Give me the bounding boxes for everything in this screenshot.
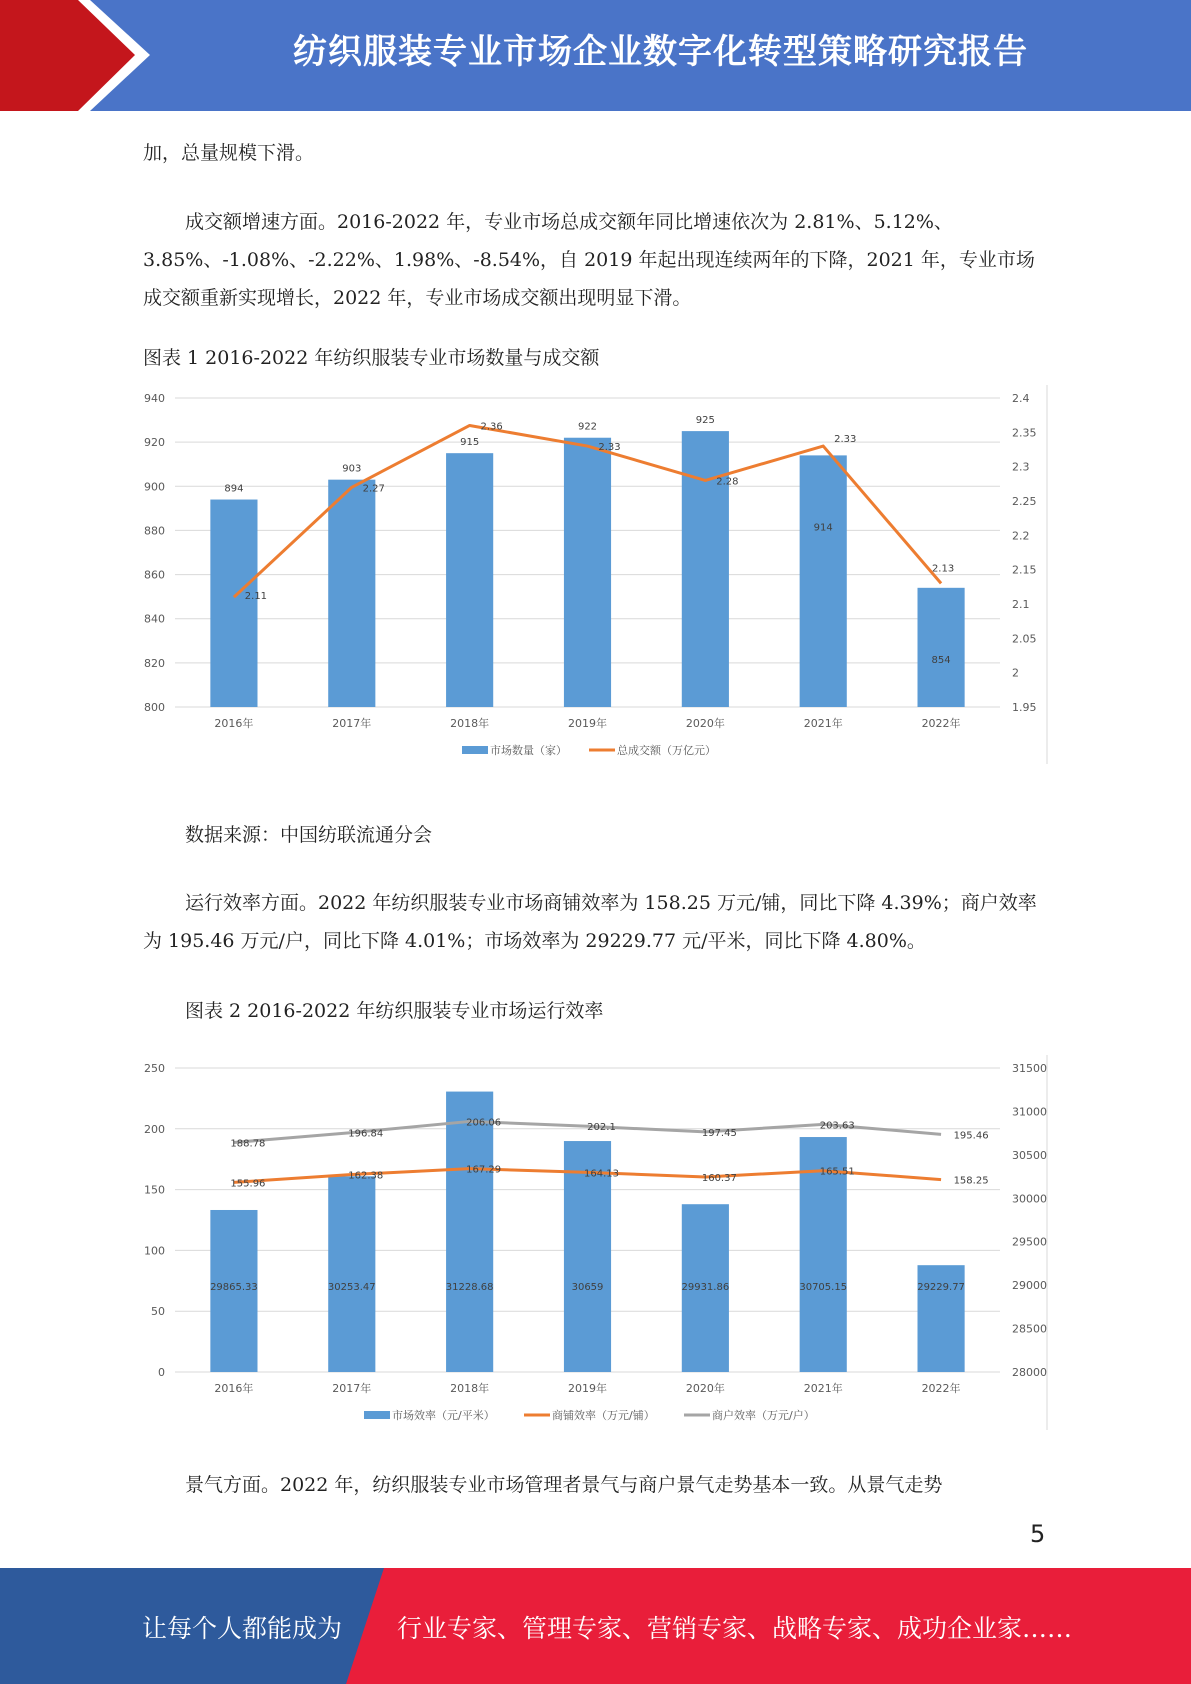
line-data-label: 2.28: [716, 476, 739, 488]
y-left-tick-label: 150: [144, 1183, 165, 1197]
bar: [328, 480, 375, 707]
x-tick-label: 2019年: [568, 1382, 607, 1395]
x-tick-label: 2019年: [568, 717, 607, 730]
chart-market-count-and-turnover: [130, 380, 1050, 764]
line-data-label: 160.37: [701, 1172, 737, 1184]
y-left-tick-label: 860: [144, 568, 165, 582]
bar-data-label: 854: [931, 654, 951, 666]
y-right-tick-label: 30000: [1012, 1192, 1047, 1206]
page-header: [0, 0, 1191, 111]
line-data-label: 2.27: [362, 483, 385, 495]
line-data-label: 206.06: [466, 1117, 502, 1129]
line-data-label: 195.46: [953, 1130, 989, 1142]
footer-slogan-left: 让每个人都能成为: [142, 1614, 343, 1643]
line-data-label: 202.1: [587, 1122, 616, 1134]
line-data-label: 2.11: [244, 591, 268, 603]
line-data-label: 162.38: [348, 1170, 384, 1182]
x-tick-label: 2020年: [685, 717, 725, 730]
line-data-label: 2.36: [480, 421, 503, 433]
x-tick-label: 2020年: [685, 1382, 725, 1395]
bar-data-label: 29229.77: [917, 1282, 965, 1293]
y-left-tick-label: 0: [158, 1366, 165, 1379]
y-right-tick-label: 29000: [1012, 1279, 1047, 1293]
paragraph-transaction-growth: 成交额增速方面。2016-2022 年，专业市场总成交额年同比增速依次为 2.81%、5.12%、3.85%、-1.08%、-2.22%、1.98%、-8.54%，自 2019 年起出现连续两年的下降，2021 年，专业市场成交额重新实现增长，2022 年，专业市场成交额出现明显下滑。: [143, 211, 1035, 309]
bar: [682, 431, 729, 707]
bar-data-label: 30253.47: [327, 1282, 376, 1293]
y-right-tick-label: 2.1: [1012, 598, 1030, 611]
data-source-note: 数据来源：中国纺联流通分会: [185, 824, 433, 846]
line-data-label: 165.51: [819, 1166, 855, 1178]
chart-operating-efficiency: [130, 1050, 1050, 1430]
bar-data-label: 894: [224, 483, 244, 495]
y-right-tick-label: 2.35: [1012, 426, 1037, 440]
x-tick-label: 2016年: [214, 717, 254, 730]
figure-caption-1: 图表 1 2016-2022 年纺织服装专业市场数量与成交额: [143, 347, 600, 369]
line-data-label: 203.63: [819, 1120, 855, 1132]
x-tick-label: 2017年: [332, 1382, 372, 1395]
x-tick-label: 2021年: [803, 717, 843, 730]
y-left-tick-label: 920: [144, 436, 165, 450]
y-right-tick-label: 2.3: [1012, 460, 1030, 474]
y-left-tick-label: 800: [144, 701, 165, 714]
y-right-tick-label: 30500: [1012, 1148, 1047, 1162]
bar-data-label: 903: [342, 463, 362, 475]
line-data-label: 158.25: [953, 1175, 989, 1187]
y-left-tick-label: 50: [151, 1305, 165, 1319]
y-right-tick-label: 28500: [1012, 1322, 1047, 1336]
page-title: 纺织服装专业市场企业数字化转型策略研究报告: [293, 32, 1028, 72]
bar-data-label: 915: [460, 437, 480, 449]
line-data-label: 2.33: [598, 442, 621, 454]
legend-label: 总成交额（万亿元）: [617, 744, 716, 757]
y-left-tick-label: 900: [144, 480, 165, 494]
x-tick-label: 2018年: [450, 717, 490, 730]
y-right-tick-label: 2.25: [1012, 495, 1037, 508]
bar-data-label: 31228.68: [445, 1282, 494, 1293]
line-data-label: 2.33: [834, 434, 857, 446]
y-right-tick-label: 29500: [1012, 1235, 1047, 1249]
y-right-tick-label: 2.15: [1012, 563, 1037, 577]
y-right-tick-label: 2.05: [1012, 632, 1037, 646]
header-arrow-graphic: [0, 0, 160, 111]
y-right-tick-label: 28000: [1012, 1366, 1047, 1379]
bar-data-label: 29865.33: [210, 1282, 258, 1293]
x-tick-label: 2016年: [214, 1382, 254, 1395]
legend-label: 市场数量（家）: [490, 744, 567, 757]
bar-data-label: 30705.15: [799, 1282, 848, 1293]
y-right-tick-label: 31500: [1012, 1062, 1047, 1075]
y-left-tick-label: 880: [144, 524, 165, 538]
y-right-tick-label: 31000: [1012, 1105, 1047, 1119]
x-tick-label: 2018年: [450, 1382, 490, 1395]
paragraph-continuation: 加，总量规模下滑。: [143, 142, 315, 164]
line-data-label: 164.13: [584, 1168, 619, 1180]
page-number: 5: [1030, 1520, 1046, 1548]
y-left-tick-label: 820: [144, 656, 165, 670]
line-data-label: 188.78: [230, 1138, 266, 1150]
x-tick-label: 2021年: [803, 1382, 843, 1395]
x-tick-label: 2017年: [332, 717, 372, 730]
figure-caption-2: 图表 2 2016-2022 年纺织服装专业市场运行效率: [185, 1000, 604, 1022]
line-data-label: 2.13: [931, 563, 955, 575]
paragraph-efficiency: 运行效率方面。2022 年纺织服装专业市场商铺效率为 158.25 万元/铺，同比下降 4.39%；商户效率为 195.46 万元/户，同比下降 4.01%；市场效率为 29229.77 元/平米，同比下降 4.80%。: [143, 892, 1037, 952]
legend-swatch-bar: [364, 1411, 390, 1419]
line-data-label: 196.84: [348, 1128, 384, 1140]
y-right-tick-label: 1.95: [1012, 701, 1037, 714]
legend-label: 商户效率（万元/户）: [712, 1409, 815, 1422]
y-left-tick-label: 100: [144, 1244, 165, 1258]
y-right-tick-label: 2.2: [1012, 529, 1030, 543]
bar-data-label: 29931.86: [681, 1282, 730, 1293]
y-left-tick-label: 200: [144, 1122, 165, 1136]
x-tick-label: 2022年: [921, 1382, 961, 1395]
bar: [210, 500, 257, 707]
y-left-tick-label: 840: [144, 612, 165, 626]
bar: [564, 438, 611, 707]
bar-data-label: 922: [577, 421, 598, 433]
bar-data-label: 925: [695, 415, 715, 427]
bar: [446, 453, 493, 707]
bar: [446, 1092, 493, 1372]
legend-label: 市场效率（元/平米）: [392, 1409, 495, 1422]
bar: [328, 1176, 375, 1372]
paragraph-sentiment: 景气方面。2022 年，纺织服装专业市场管理者景气与商户景气走势基本一致。从景气走势: [185, 1474, 943, 1496]
x-tick-label: 2022年: [921, 717, 961, 730]
footer-slogan-right: 行业专家、管理专家、营销专家、战略专家、成功企业家……: [397, 1614, 1073, 1643]
bar: [918, 588, 965, 707]
bar: [800, 455, 847, 707]
y-left-tick-label: 250: [144, 1062, 165, 1075]
line-data-label: 167.29: [466, 1164, 502, 1176]
bar-data-label: 914: [813, 522, 833, 534]
legend-label: 商铺效率（万元/铺）: [552, 1409, 655, 1422]
line-data-label: 155.96: [230, 1178, 266, 1190]
line-data-label: 197.45: [701, 1127, 737, 1139]
y-right-tick-label: 2: [1012, 666, 1019, 680]
legend-swatch-bar: [462, 746, 488, 754]
y-right-tick-label: 2.4: [1012, 392, 1030, 405]
y-left-tick-label: 940: [144, 392, 165, 405]
bar-data-label: 30659: [571, 1282, 604, 1293]
